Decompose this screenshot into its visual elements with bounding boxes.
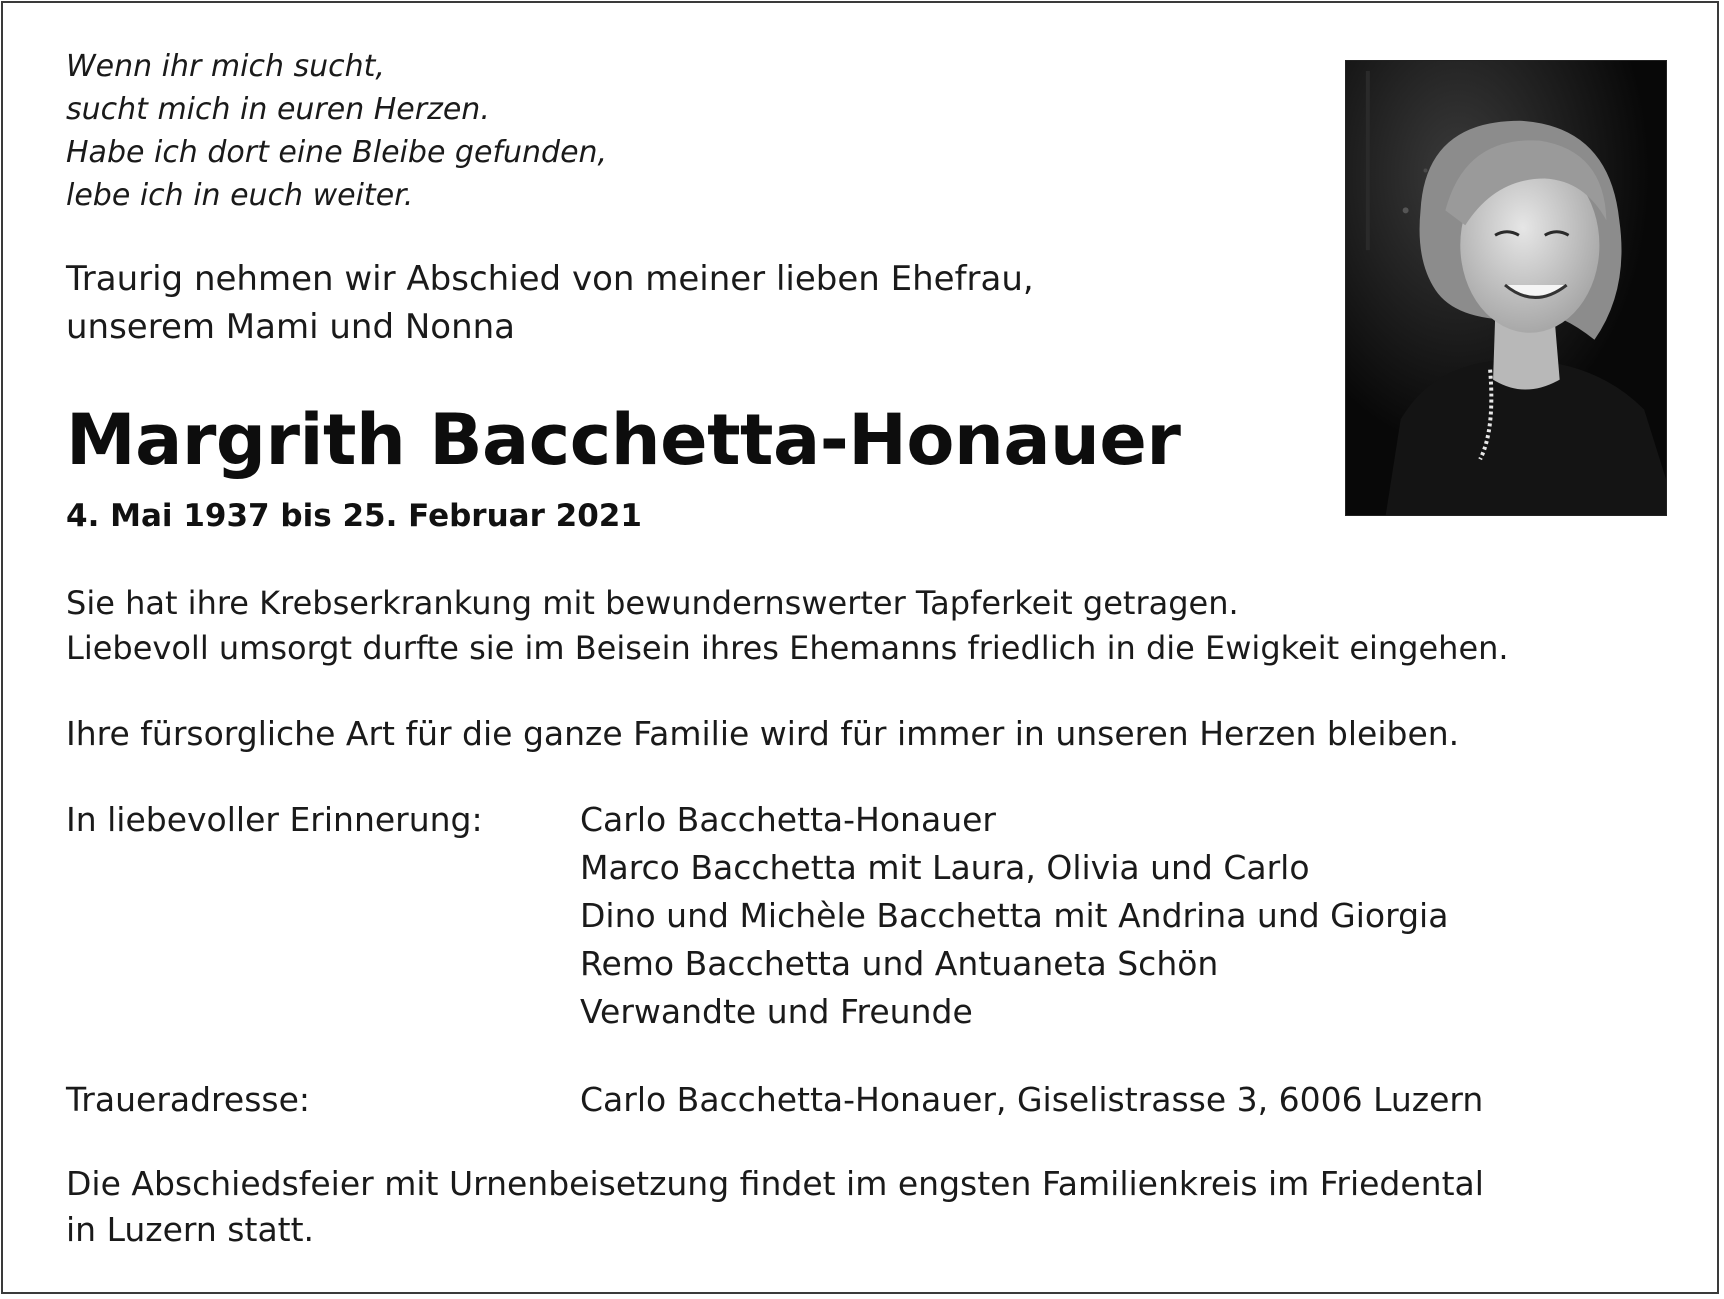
- portrait-photo-icon: [1346, 61, 1666, 515]
- mourner-name: Carlo Bacchetta-Honauer: [580, 800, 996, 839]
- mourner-name: Verwandte und Freunde: [580, 992, 973, 1031]
- paragraph-family: [66, 711, 1459, 756]
- closing-text: [66, 1161, 1484, 1253]
- paragraph-line: Sie hat ihre Krebserkrankung mit bewundernswerter Tapferkeit getragen.: [66, 584, 1239, 622]
- paragraph-illness: [66, 581, 1509, 671]
- intro-text: [66, 255, 1034, 351]
- mourner-name: Marco Bacchetta mit Laura, Olivia und Carlo: [580, 848, 1310, 887]
- intro-line: unserem Mami und Nonna: [66, 307, 516, 347]
- closing-line: Die Abschiedsfeier mit Urnenbeisetzung findet im engsten Familienkreis im Friedental: [66, 1164, 1484, 1203]
- paragraph-line: Liebevoll umsorgt durfte sie im Beisein ihres Ehemanns friedlich in die Ewigkeit eingehen.: [66, 629, 1509, 667]
- deceased-name: Margrith Bacchetta-Honauer: [66, 399, 1181, 481]
- mourners-list: [580, 796, 1448, 1036]
- address-label: Traueradresse:: [66, 1080, 311, 1119]
- poem: [66, 45, 607, 217]
- poem-line: Habe ich dort eine Bleibe gefunden,: [66, 135, 608, 170]
- closing-line: in Luzern statt.: [66, 1210, 315, 1249]
- poem-line: lebe ich in euch weiter.: [66, 178, 414, 213]
- poem-line: sucht mich in euren Herzen.: [66, 92, 490, 127]
- poem-line: Wenn ihr mich sucht,: [66, 49, 385, 84]
- life-dates: 4. Mai 1937 bis 25. Februar 2021: [66, 498, 642, 534]
- intro-line: Traurig nehmen wir Abschied von meiner lieben Ehefrau,: [66, 259, 1034, 299]
- mourner-name: Remo Bacchetta und Antuaneta Schön: [580, 944, 1219, 983]
- portrait-photo: [1345, 60, 1667, 516]
- paragraph-line: Ihre fürsorgliche Art für die ganze Familie wird für immer in unseren Herzen bleiben.: [66, 714, 1460, 753]
- mourning-address: Carlo Bacchetta-Honauer, Giselistrasse 3, 6006 Luzern: [580, 1080, 1484, 1119]
- mourner-name: Dino und Michèle Bacchetta mit Andrina und Giorgia: [580, 896, 1449, 935]
- mourners-label: In liebevoller Erinnerung:: [66, 800, 483, 839]
- obituary-card: [1, 1, 1719, 1294]
